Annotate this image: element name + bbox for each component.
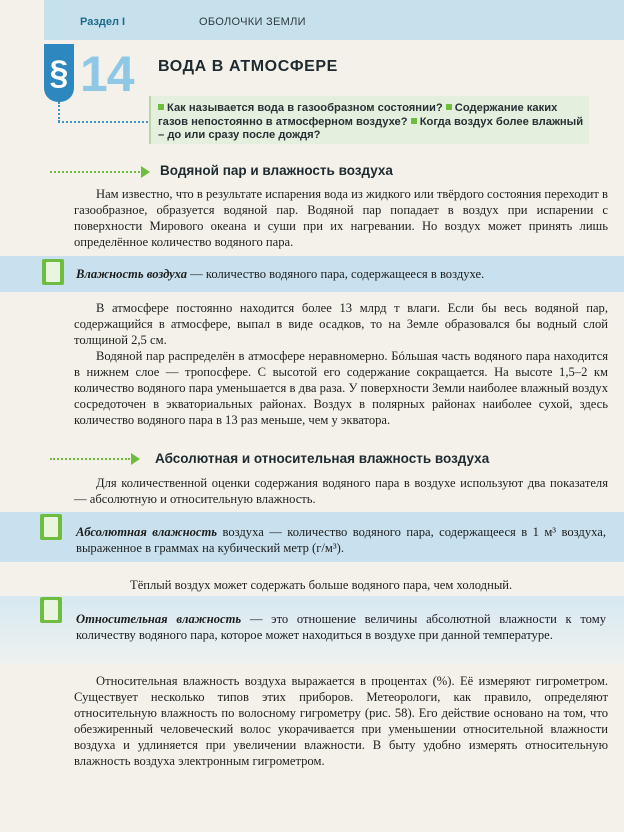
definition-absolute-humidity <box>76 524 606 556</box>
question-1: Как называется вода в газообразном состоянии? <box>167 102 443 114</box>
section1-paragraph-3: Водяной пар распределён в атмосфере неравномерно. Бóльшая часть водяного пара находится в нижнем слое — тропосфере. С высотой его содержание сокращается. На высоте 1,5–2 км количество водяного пара уменьшается в два раза. У поверхности Земли наиболее влажный воздух сосредоточен в экваториальных районах. Воздух в полярных районах наиболее сухой, здесь количество водяного пара в 13 раз меньше, чем у экватора. <box>74 349 608 427</box>
section-heading-2: Абсолютная и относительная влажность воздуха <box>155 451 490 466</box>
paragraph-number: 14 <box>80 46 134 102</box>
book-icon <box>42 259 64 285</box>
page-header <box>44 0 624 40</box>
book-icon <box>40 514 62 540</box>
question-2: Содержание каких газов непостоянно в атмосферном воздухе? <box>158 102 558 128</box>
section-heading-1: Водяной пар и влажность воздуха <box>160 163 393 178</box>
warm-air-note: Тёплый воздух может содержать больше водяного пара, чем холодный. <box>130 578 513 592</box>
arrow-right-icon <box>131 453 140 465</box>
definition-humidity <box>76 266 606 282</box>
chapter-title: ОБОЛОЧКИ ЗЕМЛИ <box>199 16 306 28</box>
book-icon <box>40 597 62 623</box>
term-humidity: Влажность воздуха <box>76 267 188 281</box>
section1-paragraph-2: В атмосфере постоянно находится более 13 млрд т влаги. Если бы весь водяной пар, содержащийся в атмосфере, выпал в виде осадков, то на Земле образовался бы водный слой толщиной 2,5 см. <box>74 301 608 347</box>
bullet-square-icon <box>446 104 452 110</box>
term-absolute-humidity: Абсолютная влажность <box>76 525 218 539</box>
definition-absolute-humidity-text: воздуха — количество водяного пара, содержащееся в 1 м³ воздуха, выраженное в граммах на кубический метр (г/м³). <box>76 525 606 555</box>
section1-paragraph: Нам известно, что в результате испарения вода из жидкого или твёрдого состояния переходит в газообразное, образуется водяной пар. Водяной пар попадает в воздух при испарении с поверхности Мирового океана и суши при их нагревании. Но воздух может принять лишь определённое количество водяного пара. <box>74 187 608 249</box>
heading-dots <box>50 458 130 460</box>
section2-paragraph: Для количественной оценки содержания водяного пара в воздухе используют два показателя — абсолютную и относительную влажность. <box>74 476 608 506</box>
arrow-right-icon <box>141 166 150 178</box>
section-label: Раздел I <box>80 16 126 28</box>
intro-questions <box>158 102 588 143</box>
definition-humidity-text: — количество водяного пара, содержащееся в воздухе. <box>187 267 485 281</box>
paragraph-symbol: § <box>44 44 74 102</box>
bullet-square-icon <box>411 118 417 124</box>
page-title: ВОДА В АТМОСФЕРЕ <box>158 58 338 75</box>
definition-relative-humidity-text: — это отношение величины абсолютной влажности к тому количеству водяного пара, которое может находиться в воздухе при данной температуре. <box>76 612 607 642</box>
bullet-square-icon <box>158 104 164 110</box>
dotted-connector-vertical <box>58 102 60 122</box>
heading-dots <box>50 171 140 173</box>
definition-relative-humidity <box>76 611 606 643</box>
question-3: Когда воздух более влажный – до или сразу после дождя? <box>158 115 584 141</box>
final-paragraph: Относительная влажность воздуха выражается в процентах (%). Её измеряют гигрометром. Существует несколько типов этих приборов. Метеорологи, как правило, определяют относительную влажность по волосному гигрометру (рис. 58). Его действие основано на том, что обезжиренный человеческий волос укорачивается при уменьшении относительной влажности воздуха и удлиняется при увеличении влажности. В быту удобно измерять относительную влажность воздуха электронным гигрометром. <box>74 674 608 768</box>
term-relative-humidity: Относительная влажность <box>76 612 242 626</box>
dotted-connector-horizontal <box>58 121 148 123</box>
